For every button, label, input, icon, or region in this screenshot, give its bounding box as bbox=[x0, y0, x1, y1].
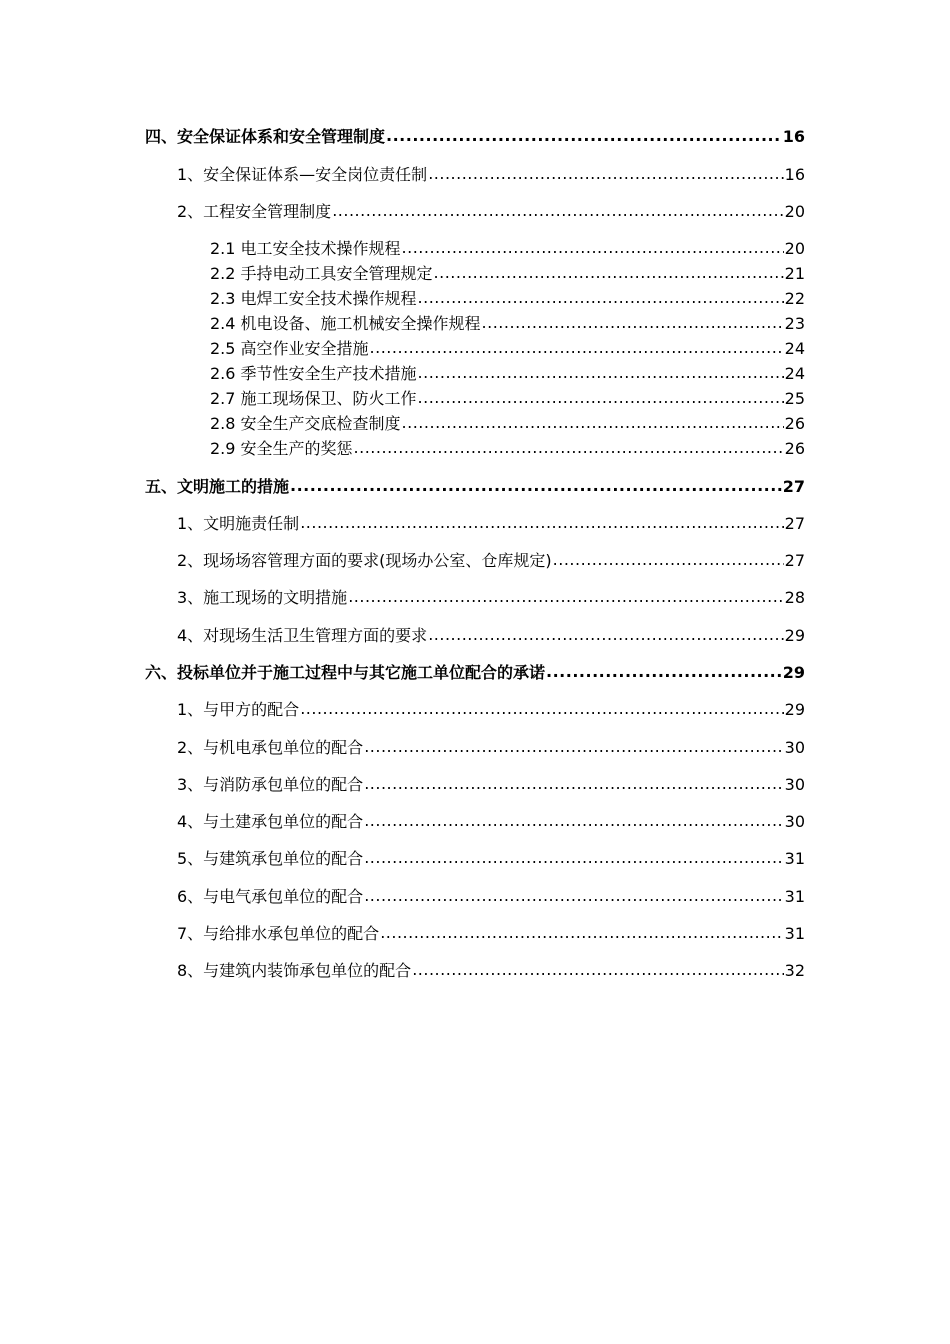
toc-entry[interactable] bbox=[210, 339, 805, 361]
toc-entry-title: 2.6 季节性安全生产技术措施 bbox=[210, 364, 417, 383]
toc-entry-page: 22 bbox=[784, 289, 805, 308]
toc-entry-page: 25 bbox=[784, 389, 805, 408]
toc-dot-leader bbox=[418, 388, 784, 408]
toc-entry[interactable] bbox=[177, 924, 805, 946]
toc-dot-leader bbox=[428, 625, 783, 645]
toc-entry-page: 27 bbox=[782, 477, 805, 496]
toc-dot-leader bbox=[332, 201, 783, 221]
toc-entry-title: 5、与建筑承包单位的配合 bbox=[177, 849, 364, 868]
toc-dot-leader bbox=[300, 513, 783, 533]
toc-entry[interactable] bbox=[210, 264, 805, 286]
toc-dot-leader bbox=[364, 848, 783, 868]
toc-entry[interactable] bbox=[177, 849, 805, 871]
toc-dot-leader bbox=[364, 886, 783, 906]
toc-entry-page: 24 bbox=[784, 339, 805, 358]
toc-entry-title: 六、投标单位并于施工过程中与其它施工单位配合的承诺 bbox=[145, 663, 546, 682]
toc-dot-leader bbox=[364, 811, 783, 831]
toc-dot-leader bbox=[482, 313, 784, 333]
toc-dot-leader bbox=[402, 413, 784, 433]
toc-entry-title: 四、安全保证体系和安全管理制度 bbox=[145, 127, 386, 146]
toc-entry-page: 20 bbox=[784, 239, 805, 258]
toc-entry-page: 26 bbox=[784, 414, 805, 433]
toc-entry-title: 8、与建筑内装饰承包单位的配合 bbox=[177, 961, 412, 980]
toc-dot-leader bbox=[380, 923, 783, 943]
toc-entry-section-4[interactable] bbox=[145, 127, 805, 149]
toc-entry[interactable] bbox=[210, 364, 805, 386]
toc-entry-page: 26 bbox=[784, 439, 805, 458]
toc-entry-section-6[interactable] bbox=[145, 663, 805, 685]
toc-entry[interactable] bbox=[177, 551, 805, 573]
toc-entry-title: 2.7 施工现场保卫、防火工作 bbox=[210, 389, 417, 408]
toc-entry-title: 7、与给排水承包单位的配合 bbox=[177, 924, 380, 943]
toc-entry[interactable] bbox=[177, 588, 805, 610]
toc-entry-title: 1、文明施责任制 bbox=[177, 514, 300, 533]
toc-entry-title: 1、安全保证体系—安全岗位责任制 bbox=[177, 165, 428, 184]
toc-entry-title: 4、对现场生活卫生管理方面的要求 bbox=[177, 626, 428, 645]
toc-entry[interactable] bbox=[177, 165, 805, 187]
toc-entry-page: 24 bbox=[784, 364, 805, 383]
toc-entry-page: 30 bbox=[784, 738, 805, 757]
toc-entry-title: 4、与土建承包单位的配合 bbox=[177, 812, 364, 831]
toc-entry[interactable] bbox=[177, 202, 805, 224]
toc-entry[interactable] bbox=[210, 239, 805, 261]
toc-entry[interactable] bbox=[177, 887, 805, 909]
toc-entry-title: 3、与消防承包单位的配合 bbox=[177, 775, 364, 794]
toc-entry-page: 27 bbox=[784, 514, 805, 533]
toc-entry[interactable] bbox=[177, 700, 805, 722]
toc-entry-title: 2.1 电工安全技术操作规程 bbox=[210, 239, 401, 258]
toc-entry[interactable] bbox=[177, 738, 805, 760]
toc-entry-title: 2、与机电承包单位的配合 bbox=[177, 738, 364, 757]
toc-dot-leader bbox=[434, 263, 784, 283]
toc-entry-title: 3、施工现场的文明措施 bbox=[177, 588, 348, 607]
toc-dot-leader bbox=[290, 476, 782, 496]
toc-entry[interactable] bbox=[177, 812, 805, 834]
toc-dot-leader bbox=[402, 238, 784, 258]
toc-entry-page: 31 bbox=[784, 924, 805, 943]
toc-entry-page: 28 bbox=[784, 588, 805, 607]
toc-entry-page: 16 bbox=[784, 165, 805, 184]
toc-entry-title: 2.2 手持电动工具安全管理规定 bbox=[210, 264, 433, 283]
toc-dot-leader bbox=[386, 126, 782, 146]
toc-entry[interactable] bbox=[177, 626, 805, 648]
toc-entry-section-5[interactable] bbox=[145, 477, 805, 499]
toc-entry-page: 31 bbox=[784, 887, 805, 906]
toc-entry-page: 27 bbox=[784, 551, 805, 570]
toc-dot-leader bbox=[348, 587, 783, 607]
toc-dot-leader bbox=[370, 338, 784, 358]
toc-entry-title: 2.8 安全生产交底检查制度 bbox=[210, 414, 401, 433]
toc-dot-leader bbox=[364, 737, 783, 757]
toc-dot-leader bbox=[418, 288, 784, 308]
toc-entry-title: 2.4 机电设备、施工机械安全操作规程 bbox=[210, 314, 481, 333]
toc-entry[interactable] bbox=[210, 414, 805, 436]
toc-entry-page: 16 bbox=[782, 127, 805, 146]
toc-dot-leader bbox=[546, 662, 782, 682]
toc-entry-title: 五、文明施工的措施 bbox=[145, 477, 290, 496]
toc-entry-page: 31 bbox=[784, 849, 805, 868]
toc-entry-title: 2.5 高空作业安全措施 bbox=[210, 339, 369, 358]
toc-dot-leader bbox=[553, 550, 784, 570]
toc-entry-page: 32 bbox=[784, 961, 805, 980]
toc-entry[interactable] bbox=[177, 514, 805, 536]
toc-entry-title: 2.9 安全生产的奖惩 bbox=[210, 439, 353, 458]
toc-entry-page: 20 bbox=[784, 202, 805, 221]
toc-entry-page: 30 bbox=[784, 812, 805, 831]
toc-entry-title: 2、工程安全管理制度 bbox=[177, 202, 332, 221]
toc-entry-page: 29 bbox=[784, 626, 805, 645]
toc-entry-page: 23 bbox=[784, 314, 805, 333]
toc-entry[interactable] bbox=[210, 389, 805, 411]
toc-entry-page: 21 bbox=[784, 264, 805, 283]
toc-entry-title: 2.3 电焊工安全技术操作规程 bbox=[210, 289, 417, 308]
toc-dot-leader bbox=[418, 363, 784, 383]
toc-dot-leader bbox=[354, 438, 784, 458]
toc-entry[interactable] bbox=[177, 775, 805, 797]
toc-entry-page: 29 bbox=[784, 700, 805, 719]
toc-entry[interactable] bbox=[210, 314, 805, 336]
toc-dot-leader bbox=[300, 699, 783, 719]
toc-entry[interactable] bbox=[177, 961, 805, 983]
toc-entry[interactable] bbox=[210, 289, 805, 311]
toc-entry-title: 6、与电气承包单位的配合 bbox=[177, 887, 364, 906]
toc-entry-title: 1、与甲方的配合 bbox=[177, 700, 300, 719]
toc-dot-leader bbox=[364, 774, 783, 794]
toc-entry-title: 2、现场场容管理方面的要求(现场办公室、仓库规定) bbox=[177, 551, 552, 570]
toc-dot-leader bbox=[428, 164, 783, 184]
toc-entry-page: 30 bbox=[784, 775, 805, 794]
toc-entry[interactable] bbox=[210, 439, 805, 461]
toc-entry-page: 29 bbox=[782, 663, 805, 682]
toc-dot-leader bbox=[412, 960, 783, 980]
